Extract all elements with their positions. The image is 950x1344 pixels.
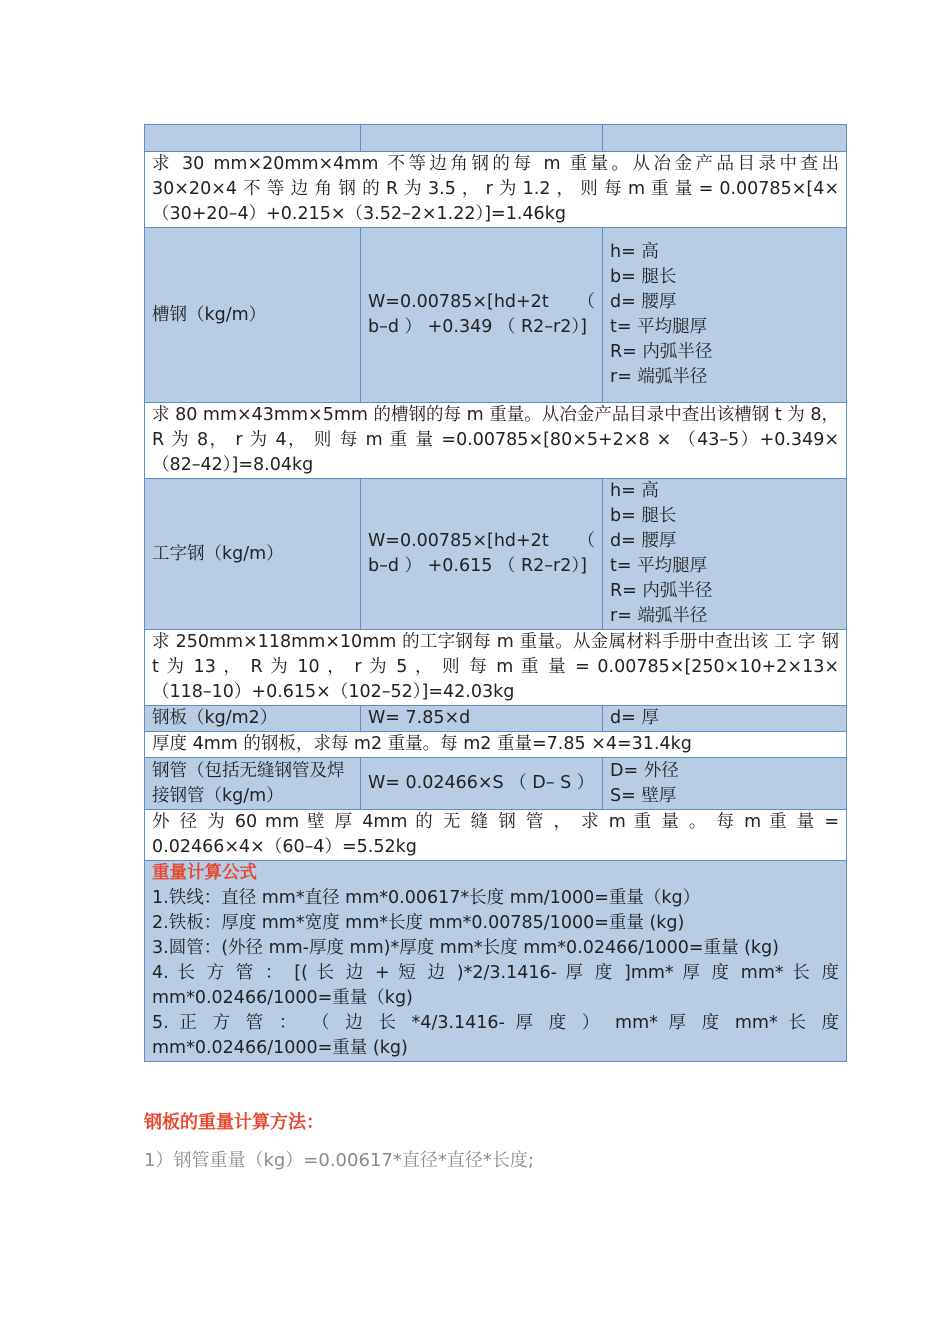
example-channel-steel: 求 80 mm×43mm×5mm 的槽钢的每 m 重量。从冶金产品目录中查出该槽钢 t 为 8， R 为 8， r 为 4， 则 每 m 重 量 =0.00785×[80×5+2×8 × （43–5）+0.349×（82–42）]=8.04kg <box>145 403 847 479</box>
table-row <box>145 630 847 706</box>
ibeam-variables: h= 高 b= 腿长 d= 腰厚 t= 平均腿厚 R= 内弧半径 r= 端弧半径 <box>603 479 847 630</box>
weight-formulas-title: 重量计算公式 <box>152 863 257 883</box>
plate-variables: d= 厚 <box>603 706 847 732</box>
example-ibeam: 求 250mm×118mm×10mm 的工字钢每 m 重量。从金属材料手册中查出该 工 字 钢 t 为 13 ， R 为 10 ， r 为 5 ， 则 每 m 重 量 = 0.00785×[250×10+2×13×（118–10）+0.615×（102–52）]=42.03kg <box>145 630 847 706</box>
table-row <box>145 403 847 479</box>
table-row <box>145 479 847 630</box>
table-header-row <box>145 125 847 152</box>
steel-weight-table <box>144 124 847 1062</box>
plate-name: 钢板（kg/m2） <box>145 706 361 732</box>
formula-line: 4. 长 方 管 ： [( 长 边 + 短 边 )*2/3.1416- 厚 度 ]mm* 厚 度 mm* 长 度 mm*0.02466/1000=重量（kg) <box>152 963 839 1008</box>
pipe-name: 钢管（包括无缝钢管及焊接钢管（kg/m） <box>145 758 361 810</box>
weight-formulas-cell <box>145 861 847 1062</box>
table-row <box>145 810 847 861</box>
example-pipe: 外 径 为 60 mm 壁 厚 4mm 的 无 缝 钢 管 ， 求 m 重 量 。 每 m 重 量 = 0.02466×4×（60–4）=5.52kg <box>145 810 847 861</box>
section-title: 钢板的重量计算方法： <box>144 1112 324 1133</box>
formula-line: 2.铁板：厚度 mm*宽度 mm*长度 mm*0.00785/1000=重量 (kg) <box>152 913 685 933</box>
header-cell <box>361 125 603 152</box>
formula-line: 5. 正 方 管 ： （ 边 长 *4/3.1416- 厚 度 ） mm* 厚 度 mm* 长 度 mm*0.02466/1000=重量 (kg) <box>152 1013 839 1058</box>
formula-line: 1.铁线：直径 mm*直径 mm*0.00617*长度 mm/1000=重量（kg） <box>152 888 701 908</box>
header-cell <box>145 125 361 152</box>
table-row <box>145 758 847 810</box>
header-cell <box>603 125 847 152</box>
pipe-variables: D= 外径 S= 壁厚 <box>603 758 847 810</box>
table-row <box>145 152 847 228</box>
example-angle-steel: 求 30 mm×20mm×4mm 不等边角钢的每 m 重量。从冶金产品目录中查出 30×20×4 不 等 边 角 钢 的 R 为 3.5 ， r 为 1.2 ， 则 每 m 重 量 = 0.00785×[4×（30+20–4）+0.215×（3.52–2×1.22）]=1.46kg <box>145 152 847 228</box>
plate-formula: W= 7.85×d <box>361 706 603 732</box>
table-row <box>145 228 847 403</box>
table-row <box>145 861 847 1062</box>
pipe-formula: W= 0.02466×S （ D– S ） <box>361 758 603 810</box>
channel-variables: h= 高 b= 腿长 d= 腰厚 t= 平均腿厚 R= 内弧半径 r= 端弧半径 <box>603 228 847 403</box>
table-row <box>145 706 847 732</box>
ibeam-name: 工字钢（kg/m） <box>145 479 361 630</box>
example-plate: 厚度 4mm 的钢板，求每 m2 重量。每 m2 重量=7.85 ×4=31.4kg <box>145 732 847 758</box>
channel-name: 槽钢（kg/m） <box>145 228 361 403</box>
method-item-1: 1）钢管重量（kg）=0.00617*直径*直径*长度; <box>144 1150 534 1171</box>
channel-formula: W=0.00785×[hd+2t （ b–d ） +0.349 （ R2–r2）] <box>361 228 603 403</box>
ibeam-formula: W=0.00785×[hd+2t （ b–d ） +0.615 （ R2–r2）] <box>361 479 603 630</box>
table-row <box>145 732 847 758</box>
formula-line: 3.圆管：(外径 mm-厚度 mm)*厚度 mm*长度 mm*0.02466/1000=重量 (kg) <box>152 938 779 958</box>
